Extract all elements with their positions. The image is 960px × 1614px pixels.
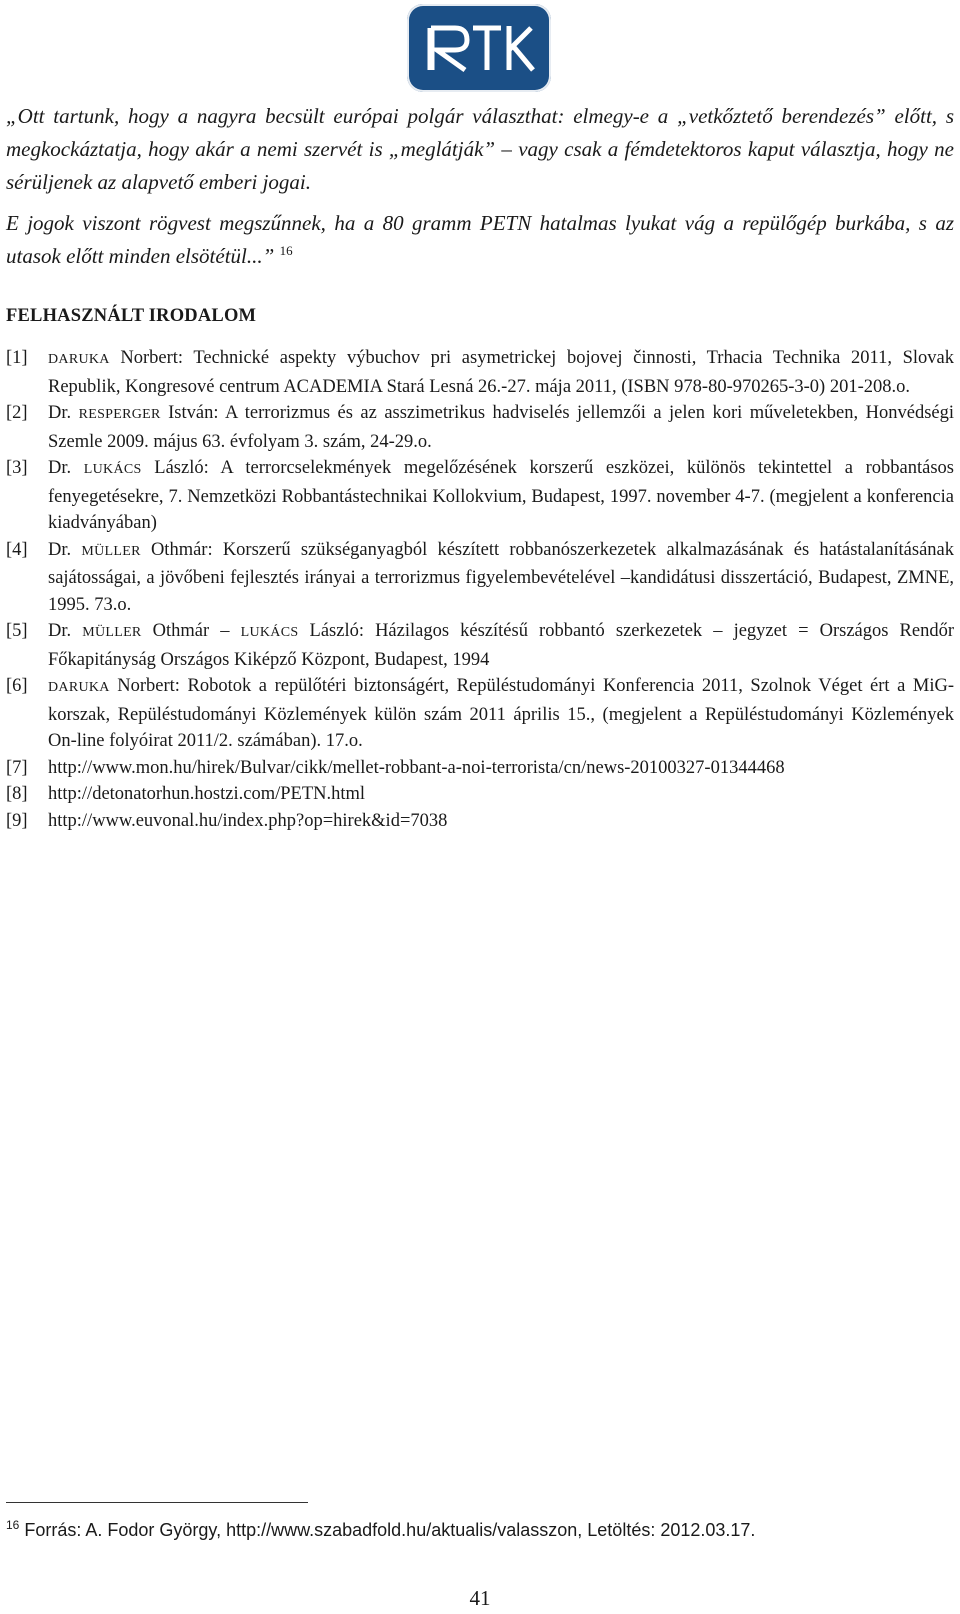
reference-link[interactable]: http://detonatorhun.hostzi.com/PETN.html — [48, 784, 366, 804]
reference-number: [2] — [6, 403, 28, 423]
reference-item — [6, 808, 954, 835]
rtk-logo — [407, 4, 551, 92]
reference-item — [6, 400, 954, 455]
reference-item — [6, 537, 954, 619]
reference-author: MÜLLER — [82, 625, 142, 640]
reference-number: [5] — [6, 621, 28, 641]
reference-text: Dr. LUKÁCS László: A terrorcselekmények megelőzésének korszerű eszközei, különös tekintettel a robbantásos fenyegetésekre, 7. Nemzetközi Robbantástechnikai Kollokvium, Budapest, 1997. november 4-7. (megjelent a konferencia kiadványában) — [48, 458, 954, 533]
reference-item — [6, 345, 954, 400]
quote-paragraph-2-text: E jogok viszont rögvest megszűnnek, ha a 80 gramm PETN hatalmas lyukat vág a repülőgép burkába, s az utasok előtt minden elsötétül...” — [6, 211, 954, 268]
quote-paragraph-1: „Ott tartunk, hogy a nagyra becsült európai polgár választhat: elmegy-e a „vetkőztető berendezés” előtt, s megkockáztatja, hogy akár a nemi szervét is „meglátják” – vagy csak a fémdetektoros kaput választja, hogy ne sérüljenek az alapvető emberi jogai. — [6, 104, 954, 194]
reference-number: [7] — [6, 757, 28, 778]
rtk-logo-mark — [407, 4, 551, 92]
reference-list — [6, 345, 954, 834]
reference-text: DARUKA Norbert: Technické aspekty výbuchov pri asymetrickej bojovej činnosti, Trhacia Technika 2011, Slovak Republik, Kongresové centrum ACADEMIA Stará Lesná 26.-27. mája 2011, (ISBN 978-80-970265-3-0) 201-208.o. — [48, 348, 954, 397]
footnote — [6, 1520, 755, 1541]
footnote-number: 16 — [6, 1518, 20, 1532]
reference-number: [8] — [6, 784, 28, 804]
reference-number: [3] — [6, 458, 28, 478]
reference-item — [6, 673, 954, 755]
reference-link[interactable]: http://www.mon.hu/hirek/Bulvar/cikk/mellet-robbant-a-noi-terrorista/cn/news-20100327-01344468 — [48, 757, 785, 778]
reference-text: DARUKA Norbert: Robotok a repülőtéri biztonságért, Repüléstudományi Konferencia 2011, Szolnok Véget ért a MiG-korszak, Repüléstudományi Közlemények külön szám 2011 április 15., (megjelent a Repüléstudományi Közlemények On-line folyóirat 2011/2. számában). 17.o. — [48, 676, 954, 751]
reference-item — [6, 755, 954, 782]
reference-text: Dr. MÜLLER Othmár – LUKÁCS László: Házilagos készítésű robbantó szerkezetek – jegyzet = Országos Rendőr Főkapitányság Országos Kiképző Központ, Budapest, 1994 — [48, 621, 955, 670]
footnote-text: Forrás: A. Fodor György, http://www.szabadfold.hu/aktualis/valasszon, Letöltés: 2012.03.17. — [19, 1520, 756, 1540]
reference-text: Dr. MÜLLER Othmár: Korszerű szükséganyagból készített robbanószerkezetek alkalmazásának és hatástalanításának sajátosságai, a jövőbeni fejlesztés irányai a terrorizmus figyelembevételével –kandidátusi disszertáció, Budapest, ZMNE, 1995. 73.o. — [48, 539, 954, 615]
quote-block — [6, 100, 954, 273]
footnote-separator — [6, 1502, 308, 1503]
quote-paragraph-2 — [6, 207, 954, 273]
page-number: 41 — [469, 1586, 491, 1610]
reference-author: DARUKA — [48, 352, 110, 367]
reference-author: LUKÁCS — [83, 462, 142, 477]
reference-author: RESPERGER — [78, 407, 161, 422]
reference-number: [4] — [6, 539, 28, 560]
reference-author-2: LUKÁCS — [240, 625, 299, 640]
footnote-ref[interactable]: 16 — [279, 243, 293, 258]
reference-number: [6] — [6, 676, 28, 696]
reference-number: [1] — [6, 348, 28, 368]
reference-item — [6, 781, 954, 808]
reference-item — [6, 618, 954, 673]
reference-author: MÜLLER — [81, 543, 141, 559]
reference-author: DARUKA — [48, 680, 110, 695]
references-heading: FELHASZNÁLT IRODALOM — [6, 306, 257, 326]
reference-link[interactable]: http://www.euvonal.hu/index.php?op=hirek&id=7038 — [48, 810, 448, 831]
reference-number: [9] — [6, 810, 28, 831]
reference-text: Dr. RESPERGER István: A terrorizmus és az asszimetrikus hadviselés jellemzői a jelen kori műveletekben, Honvédségi Szemle 2009. május 63. évfolyam 3. szám, 24-29.o. — [48, 403, 954, 452]
reference-item — [6, 455, 954, 537]
